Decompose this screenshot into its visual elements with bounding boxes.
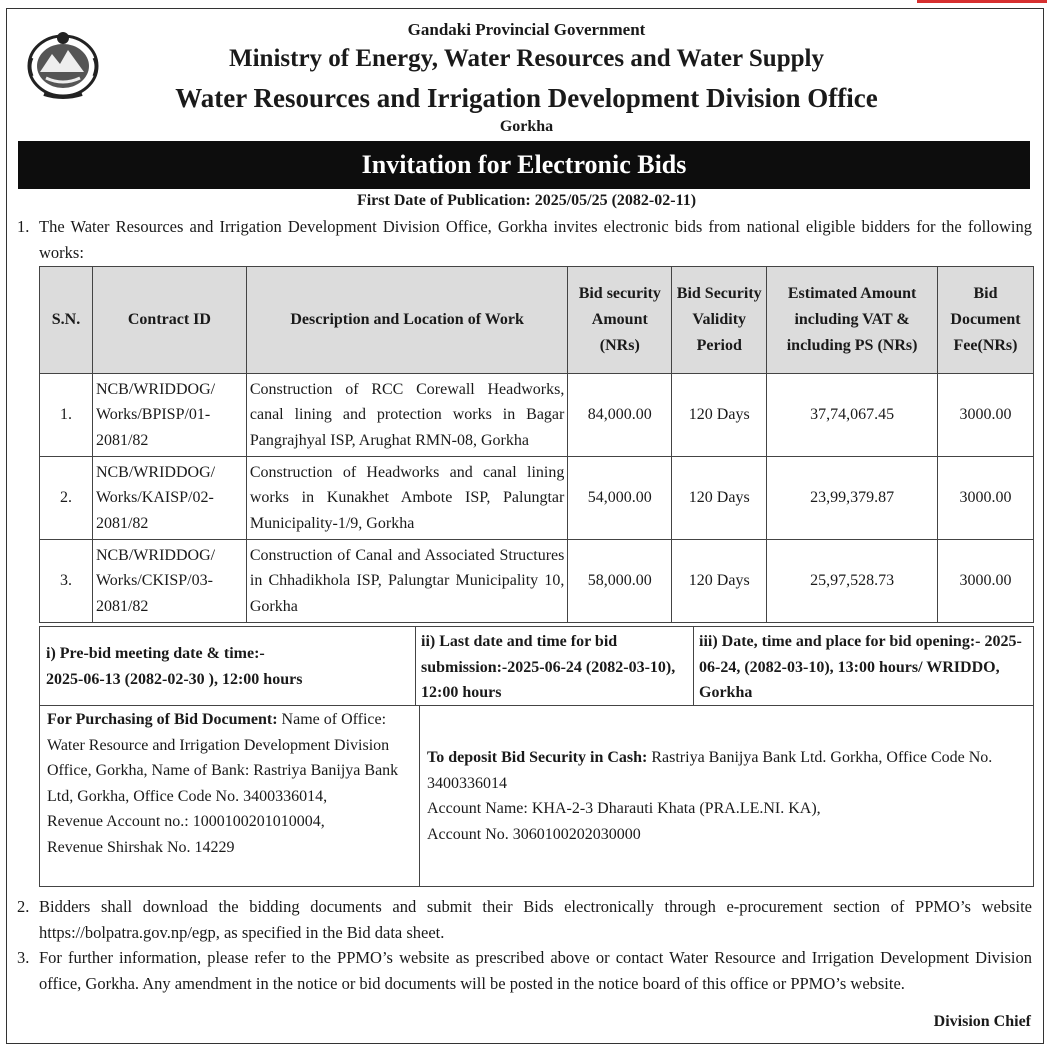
publication-date: First Date of Publication: 2025/05/25 (2082-02-11) [356,192,697,209]
paragraph-1 [17,214,1032,266]
cell-description: Construction of RCC Corewall Headworks, canal lining and protection works in Bagar Pangrajhyal ISP, Arughat RMN-08, Gorkha [246,374,567,457]
paragraph-2 [17,894,1032,946]
table-row [40,374,1034,457]
account-name: Account Name: KHA-2-3 Dharauti Khata (PRA.LE.NI. KA), [427,800,821,817]
government-name: Gandaki Provincial Government [407,20,646,39]
cell-description: Construction of Headworks and canal lining works in Kunakhet Ambote ISP, Palungtar Municipality-1/9, Gorkha [246,457,567,540]
cell-bid-security: 54,000.00 [568,457,672,540]
paragraph-text: For further information, please refer to the PPMO’s website as prescribed above or contact Water Resource and Irrigation Development Division office, Gorkha. Any amendment in the notice or bid documents will be posted in the notice board of this office or PPMO’s website. [39,948,1032,993]
table-row [40,457,1034,540]
office-location: Gorkha [499,118,554,135]
header-contract-id: Contract ID [92,267,246,374]
paragraph-number: 3. [17,948,30,967]
cell-sn: 1. [40,374,93,457]
cell-contract-id: NCB/WRIDDOG/ Works/BPISP/01-2081/82 [92,374,246,457]
paragraph-3 [17,945,1032,997]
bid-dates-box [39,626,1034,706]
cell-estimate: 37,74,067.45 [767,374,938,457]
purchase-text: Name of Office: Water Resource and Irrigation Development Division Office, Gorkha, Name of Bank: Rastriya Banijya Bank Ltd, Gorkha, Office Code No. 3400336014, [47,711,399,805]
ministry-name: Ministry of Energy, Water Resources and Water Supply [229,45,824,72]
revenue-account: Revenue Account no.: 1000100201010004, [47,813,325,830]
purchase-document-cell [40,706,420,886]
submission-deadline-cell: ii) Last date and time for bid submission:-2025-06-24 (2082-03-10), 12:00 hours [416,627,694,705]
deposit-security-cell [420,706,1033,886]
cell-contract-id: NCB/WRIDDOG/ Works/CKISP/03-2081/82 [92,540,246,623]
paragraph-text: The Water Resources and Irrigation Development Division Office, Gorkha invites electronic bids from national eligible bidders for the following works: [39,217,1032,262]
cell-contract-id: NCB/WRIDDOG/ Works/KAISP/02-2081/82 [92,457,246,540]
signature: Division Chief [933,1013,1031,1030]
cell-validity: 120 Days [672,457,767,540]
prebid-meeting-cell [40,627,416,705]
office-name: Water Resources and Irrigation Development Division Office [175,83,878,113]
header-sn: S.N. [40,267,93,374]
cell-bid-security: 84,000.00 [568,374,672,457]
cell-fee: 3000.00 [938,540,1034,623]
cell-sn: 2. [40,457,93,540]
cell-validity: 120 Days [672,374,767,457]
cell-fee: 3000.00 [938,457,1034,540]
account-number: Account No. 3060100202030000 [427,825,641,843]
paragraph-number: 1. [17,217,30,236]
cell-bid-security: 58,000.00 [568,540,672,623]
cell-estimate: 25,97,528.73 [767,540,938,623]
header-bid-security: Bid security Amount (NRs) [568,267,672,374]
header-estimate: Estimated Amount including VAT & including PS (NRs) [767,267,938,374]
cell-description: Construction of Canal and Associated Structures in Chhadikhola ISP, Palungtar Municipality 10, Gorkha [246,540,567,623]
cell-validity: 120 Days [672,540,767,623]
paragraph-text: Bidders shall download the bidding documents and submit their Bids electronically through e-procurement section of PPMO’s website https://bolpatra.gov.np/egp, as specified in the Bid data sheet. [39,897,1032,942]
bank-details-box [39,705,1034,887]
deposit-label: To deposit Bid Security in Cash: [427,749,648,766]
header-fee: Bid Document Fee(NRs) [938,267,1034,374]
cell-fee: 3000.00 [938,374,1034,457]
prebid-value: 2025-06-13 (2082-02-30 ), 12:00 hours [46,670,303,688]
top-accent-mark [917,0,1047,3]
paragraph-number: 2. [17,897,30,916]
header-validity: Bid Security Validity Period [672,267,767,374]
revenue-shirshak: Revenue Shirshak No. 14229 [47,838,235,856]
works-table [39,266,1034,623]
notice-title: Invitation for Electronic Bids [18,141,1030,189]
cell-estimate: 23,99,379.87 [767,457,938,540]
table-header-row [40,267,1034,374]
bid-opening-cell: iii) Date, time and place for bid opening:- 2025-06-24, (2082-03-10), 13:00 hours/ WRIDDO, Gorkha [699,633,1022,701]
purchase-label: For Purchasing of Bid Document: [47,711,278,728]
cell-sn: 3. [40,540,93,623]
deposit-text: Rastriya Banijya Bank Ltd. Gorkha, Office Code No. 3400336014 [427,749,993,792]
prebid-label: i) Pre-bid meeting date & time:- [46,645,265,662]
header-description: Description and Location of Work [246,267,567,374]
table-row [40,540,1034,623]
